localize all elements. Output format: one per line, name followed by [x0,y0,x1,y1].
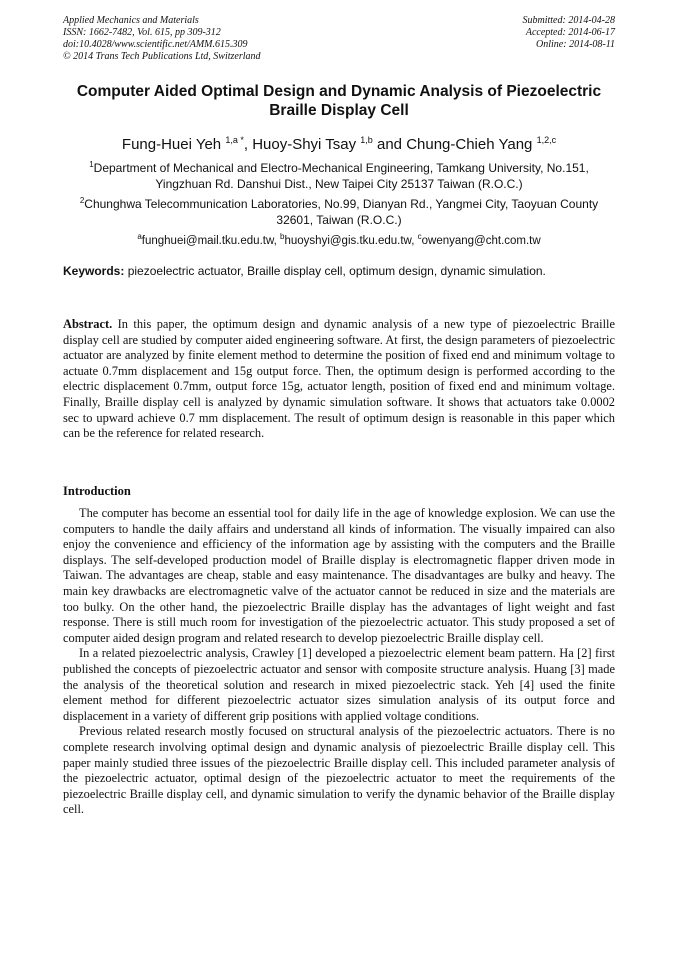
email-mark: c [417,232,422,241]
author-affiliation-mark: 1,2,c [536,135,557,145]
email-mark: a [137,232,142,241]
paper-title: Computer Aided Optimal Design and Dynamic Analysis of Piezoelectric Braille Display Cell [76,83,602,119]
body-paragraph: In a related piezoelectric analysis, Crawley [1] developed a piezoelectric element beam pattern. Ha [2] first published the concepts of piezoelectric actuator and sensor with composite structure analysis. Huang [3] made the analysis of the theoretical solution and research in mixed piezoelectric stack. Yeh [4] used the finite element method for different piezoelectric actuator sizes simulation analysis of its output force and displacement in a variety of different grip positions with applied voltage conditions. [63,646,615,723]
journal-name: Applied Mechanics and Materials [63,15,199,26]
abstract-text: In this paper, the optimum design and dynamic analysis of a new type of piezoelectric Braille display cell are studied by computer aided engineering software. At first, the design parameters of piezoelectric actuator are analyzed by finite element method to determine the position of fixed end and minimum voltage to actuate 0.7mm displacement and 15g output force. Then, the optimum design is performed according to the electric displacement 0.7mm, output force 15g, actuator length, position of fixed end and minimum voltage. Finally, Braille display cell is analyzed by dynamic simulation software. It shows that actuators take 0.0002 sec to upward achieve 0.7 mm displacement. The result of optimum design is reasonable in this paper which can be the reference for related research. [63,317,615,441]
author-separator: , [243,136,249,153]
affiliation-text: Chunghwa Telecommunication Laboratories, No.99, Dianyan Rd., Yangmei City, Taoyuan County 32601, Taiwan (R.O.C.) [84,197,599,227]
body-paragraph: Previous related research mostly focused on structural analysis of the piezoelectric actuators. There is no complete research involving optimal design and dynamic analysis of piezoelectric Braille display cell. This paper mainly studied three issues of the piezoelectric Braille display cell. This included parameter analysis of the piezoelectric actuator, optimal design of the piezoelectric actuator to meet the requirements of the piezoelectric Braille display cell, and dynamic simulation to verify the dynamic behavior of the Braille display cell. [63,724,615,817]
email-link[interactable]: owenyang@cht.com.tw [421,234,541,247]
submitted-date: Submitted: 2014-04-28 [522,15,615,26]
introduction-body [63,506,615,818]
email-link[interactable]: funghuei@mail.tku.edu.tw, [141,234,281,247]
journal-info [63,15,261,63]
keywords-text: piezoelectric actuator, Braille display cell, optimum design, dynamic simulation. [127,264,546,278]
affiliation-text: Department of Mechanical and Electro-Mechanical Engineering, Tamkang University, No.151, Yingzhuan Rd. Danshui Dist., New Taipei City 25137 Taiwan (R.O.C.) [93,161,589,191]
accepted-date: Accepted: 2014-06-17 [525,27,615,38]
author-emails [63,229,615,249]
online-date: Online: 2014-08-11 [536,39,615,50]
author-name: Huoy-Shyi Tsay [252,136,357,153]
author-name: Chung-Chieh Yang [406,136,533,153]
journal-copyright: © 2014 Trans Tech Publications Ltd, Switzerland [63,51,261,62]
abstract-label: Abstract. [63,317,113,331]
email-mark: b [280,232,285,241]
affiliation-1 [63,157,615,192]
email-link[interactable]: huoyshyi@gis.tku.edu.tw, [284,234,418,247]
author-affiliation-mark: 1,a * [225,135,244,145]
author-affiliation-mark: 1,b [360,135,373,145]
affiliation-number: 1 [89,160,94,169]
submission-dates [523,15,616,51]
keywords [63,264,615,279]
affiliation-2 [63,193,615,228]
author-list [63,131,615,154]
section-heading-introduction: Introduction [63,484,131,498]
abstract [63,317,615,442]
keywords-label: Keywords: [63,264,125,278]
journal-issn: ISSN: 1662-7482, Vol. 615, pp 309-312 [63,27,221,38]
body-paragraph: The computer has become an essential tool for daily life in the age of knowledge explosion. We can use the computers to handle the daily affairs and understand all kinds of information. The visually impaired can also enjoy the convenience and efficiency of the information age by assisting with the computers and the Braille displays. The self-developed production model of Braille display is electromagnetic flapper driven mode in Taiwan. The advantages are cheap, stable and easy maintenance. The disadvantages are bulky and heavy. The main key drawbacks are electromagnetic valve of the actuator cannot be reduced in size and the materials are too bulky. On the other hand, the piezoelectric Braille display has the advantages of light weight and fast response. There is still much room for investigation of the piezoelectric actuator. This study proposed a set of computer aided design program and related research to develop piezoelectric Braille display cell. [63,506,615,645]
affiliation-number: 2 [79,196,85,205]
journal-doi: doi:10.4028/www.scientific.net/AMM.615.309 [63,39,248,50]
author-name: Fung-Huei Yeh [121,136,222,153]
author-conjunction: and [376,136,403,153]
